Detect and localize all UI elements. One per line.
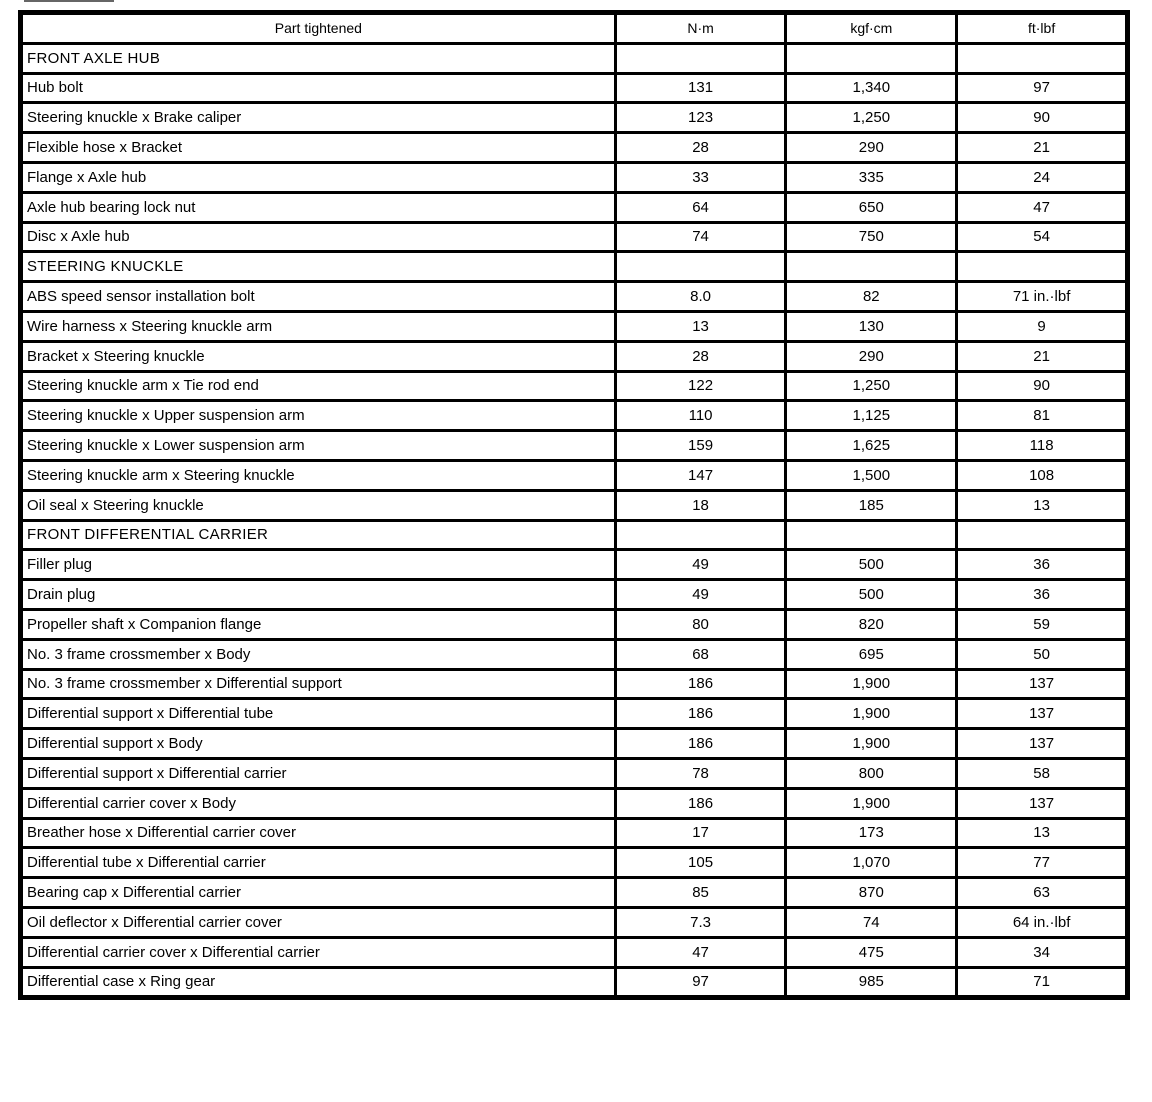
table-row bbox=[21, 431, 1128, 461]
torque-nm-cell: 110 bbox=[615, 401, 786, 431]
torque-kgf-cm-cell: 1,250 bbox=[786, 371, 957, 401]
torque-ft-lbf-cell: 63 bbox=[957, 878, 1128, 908]
empty-cell bbox=[786, 520, 957, 550]
part-name-cell: Oil seal x Steering knuckle bbox=[21, 490, 616, 520]
part-name-cell: Steering knuckle x Brake caliper bbox=[21, 103, 616, 133]
torque-nm-cell: 85 bbox=[615, 878, 786, 908]
torque-ft-lbf-cell: 13 bbox=[957, 490, 1128, 520]
table-row bbox=[21, 907, 1128, 937]
torque-kgf-cm-cell: 82 bbox=[786, 282, 957, 312]
torque-kgf-cm-cell: 695 bbox=[786, 639, 957, 669]
table-row bbox=[21, 133, 1128, 163]
empty-cell bbox=[615, 520, 786, 550]
table-row bbox=[21, 311, 1128, 341]
header-nm: N·m bbox=[615, 13, 786, 44]
torque-nm-cell: 80 bbox=[615, 609, 786, 639]
table-row bbox=[21, 460, 1128, 490]
torque-ft-lbf-cell: 54 bbox=[957, 222, 1128, 252]
torque-kgf-cm-cell: 130 bbox=[786, 311, 957, 341]
torque-kgf-cm-cell: 985 bbox=[786, 967, 957, 998]
part-name-cell: Propeller shaft x Companion flange bbox=[21, 609, 616, 639]
section-title: FRONT DIFFERENTIAL CARRIER bbox=[21, 520, 616, 550]
header-row bbox=[21, 13, 1128, 44]
torque-nm-cell: 105 bbox=[615, 848, 786, 878]
empty-cell bbox=[957, 252, 1128, 282]
torque-kgf-cm-cell: 74 bbox=[786, 907, 957, 937]
part-name-cell: Disc x Axle hub bbox=[21, 222, 616, 252]
section-row bbox=[21, 43, 1128, 73]
torque-ft-lbf-cell: 71 in.·lbf bbox=[957, 282, 1128, 312]
table-row bbox=[21, 371, 1128, 401]
part-name-cell: Bracket x Steering knuckle bbox=[21, 341, 616, 371]
torque-kgf-cm-cell: 870 bbox=[786, 878, 957, 908]
torque-ft-lbf-cell: 90 bbox=[957, 371, 1128, 401]
table-row bbox=[21, 788, 1128, 818]
torque-ft-lbf-cell: 59 bbox=[957, 609, 1128, 639]
torque-kgf-cm-cell: 750 bbox=[786, 222, 957, 252]
table-row bbox=[21, 609, 1128, 639]
torque-ft-lbf-cell: 118 bbox=[957, 431, 1128, 461]
torque-kgf-cm-cell: 1,625 bbox=[786, 431, 957, 461]
table-row bbox=[21, 103, 1128, 133]
torque-ft-lbf-cell: 21 bbox=[957, 133, 1128, 163]
part-name-cell: Steering knuckle x Lower suspension arm bbox=[21, 431, 616, 461]
torque-spec-table bbox=[18, 10, 1130, 1000]
torque-ft-lbf-cell: 50 bbox=[957, 639, 1128, 669]
table-row bbox=[21, 937, 1128, 967]
empty-cell bbox=[786, 252, 957, 282]
torque-kgf-cm-cell: 290 bbox=[786, 133, 957, 163]
table-row bbox=[21, 580, 1128, 610]
torque-kgf-cm-cell: 820 bbox=[786, 609, 957, 639]
part-name-cell: Differential carrier cover x Differential carrier bbox=[21, 937, 616, 967]
torque-nm-cell: 122 bbox=[615, 371, 786, 401]
part-name-cell: Flange x Axle hub bbox=[21, 162, 616, 192]
torque-nm-cell: 33 bbox=[615, 162, 786, 192]
part-name-cell: Differential case x Ring gear bbox=[21, 967, 616, 998]
part-name-cell: Breather hose x Differential carrier cover bbox=[21, 818, 616, 848]
table-body bbox=[21, 43, 1128, 998]
part-name-cell: Wire harness x Steering knuckle arm bbox=[21, 311, 616, 341]
torque-nm-cell: 64 bbox=[615, 192, 786, 222]
torque-ft-lbf-cell: 36 bbox=[957, 550, 1128, 580]
torque-nm-cell: 28 bbox=[615, 341, 786, 371]
table-row bbox=[21, 848, 1128, 878]
part-name-cell: Differential carrier cover x Body bbox=[21, 788, 616, 818]
torque-nm-cell: 49 bbox=[615, 580, 786, 610]
part-name-cell: Oil deflector x Differential carrier cover bbox=[21, 907, 616, 937]
part-name-cell: Differential support x Body bbox=[21, 729, 616, 759]
torque-kgf-cm-cell: 500 bbox=[786, 550, 957, 580]
torque-ft-lbf-cell: 13 bbox=[957, 818, 1128, 848]
header-kgf-cm: kgf·cm bbox=[786, 13, 957, 44]
torque-ft-lbf-cell: 71 bbox=[957, 967, 1128, 998]
empty-cell bbox=[615, 43, 786, 73]
torque-kgf-cm-cell: 1,900 bbox=[786, 669, 957, 699]
torque-nm-cell: 186 bbox=[615, 699, 786, 729]
table-row bbox=[21, 967, 1128, 998]
table-row bbox=[21, 639, 1128, 669]
torque-kgf-cm-cell: 1,070 bbox=[786, 848, 957, 878]
torque-kgf-cm-cell: 1,125 bbox=[786, 401, 957, 431]
torque-nm-cell: 18 bbox=[615, 490, 786, 520]
torque-nm-cell: 28 bbox=[615, 133, 786, 163]
table-row bbox=[21, 282, 1128, 312]
torque-ft-lbf-cell: 34 bbox=[957, 937, 1128, 967]
torque-kgf-cm-cell: 1,900 bbox=[786, 699, 957, 729]
section-title: FRONT AXLE HUB bbox=[21, 43, 616, 73]
torque-nm-cell: 123 bbox=[615, 103, 786, 133]
torque-kgf-cm-cell: 1,500 bbox=[786, 460, 957, 490]
part-name-cell: Hub bolt bbox=[21, 73, 616, 103]
header-ft-lbf: ft·lbf bbox=[957, 13, 1128, 44]
part-name-cell: Differential tube x Differential carrier bbox=[21, 848, 616, 878]
torque-ft-lbf-cell: 58 bbox=[957, 758, 1128, 788]
part-name-cell: Steering knuckle arm x Steering knuckle bbox=[21, 460, 616, 490]
empty-cell bbox=[957, 520, 1128, 550]
torque-nm-cell: 13 bbox=[615, 311, 786, 341]
torque-nm-cell: 74 bbox=[615, 222, 786, 252]
torque-ft-lbf-cell: 137 bbox=[957, 788, 1128, 818]
scan-artifact-mark bbox=[24, 0, 114, 6]
torque-ft-lbf-cell: 108 bbox=[957, 460, 1128, 490]
part-name-cell: Bearing cap x Differential carrier bbox=[21, 878, 616, 908]
part-name-cell: Axle hub bearing lock nut bbox=[21, 192, 616, 222]
part-name-cell: Filler plug bbox=[21, 550, 616, 580]
torque-kgf-cm-cell: 1,900 bbox=[786, 729, 957, 759]
table-row bbox=[21, 490, 1128, 520]
torque-kgf-cm-cell: 500 bbox=[786, 580, 957, 610]
torque-ft-lbf-cell: 36 bbox=[957, 580, 1128, 610]
torque-kgf-cm-cell: 173 bbox=[786, 818, 957, 848]
table-row bbox=[21, 73, 1128, 103]
part-name-cell: No. 3 frame crossmember x Body bbox=[21, 639, 616, 669]
torque-ft-lbf-cell: 81 bbox=[957, 401, 1128, 431]
torque-kgf-cm-cell: 290 bbox=[786, 341, 957, 371]
torque-nm-cell: 131 bbox=[615, 73, 786, 103]
torque-ft-lbf-cell: 64 in.·lbf bbox=[957, 907, 1128, 937]
section-row bbox=[21, 252, 1128, 282]
torque-nm-cell: 97 bbox=[615, 967, 786, 998]
table-row bbox=[21, 729, 1128, 759]
torque-kgf-cm-cell: 800 bbox=[786, 758, 957, 788]
empty-cell bbox=[615, 252, 786, 282]
torque-nm-cell: 68 bbox=[615, 639, 786, 669]
torque-nm-cell: 17 bbox=[615, 818, 786, 848]
torque-kgf-cm-cell: 650 bbox=[786, 192, 957, 222]
torque-ft-lbf-cell: 137 bbox=[957, 729, 1128, 759]
torque-kgf-cm-cell: 335 bbox=[786, 162, 957, 192]
table-row bbox=[21, 669, 1128, 699]
torque-ft-lbf-cell: 77 bbox=[957, 848, 1128, 878]
part-name-cell: Flexible hose x Bracket bbox=[21, 133, 616, 163]
torque-kgf-cm-cell: 1,250 bbox=[786, 103, 957, 133]
table-row bbox=[21, 699, 1128, 729]
table-row bbox=[21, 818, 1128, 848]
table-row bbox=[21, 401, 1128, 431]
torque-kgf-cm-cell: 1,340 bbox=[786, 73, 957, 103]
torque-nm-cell: 159 bbox=[615, 431, 786, 461]
torque-ft-lbf-cell: 9 bbox=[957, 311, 1128, 341]
torque-ft-lbf-cell: 47 bbox=[957, 192, 1128, 222]
part-name-cell: ABS speed sensor installation bolt bbox=[21, 282, 616, 312]
table-row bbox=[21, 192, 1128, 222]
torque-kgf-cm-cell: 1,900 bbox=[786, 788, 957, 818]
torque-ft-lbf-cell: 137 bbox=[957, 669, 1128, 699]
table-row bbox=[21, 758, 1128, 788]
torque-nm-cell: 8.0 bbox=[615, 282, 786, 312]
part-name-cell: Steering knuckle arm x Tie rod end bbox=[21, 371, 616, 401]
part-name-cell: No. 3 frame crossmember x Differential support bbox=[21, 669, 616, 699]
torque-ft-lbf-cell: 97 bbox=[957, 73, 1128, 103]
torque-nm-cell: 147 bbox=[615, 460, 786, 490]
section-row bbox=[21, 520, 1128, 550]
table-row bbox=[21, 222, 1128, 252]
part-name-cell: Drain plug bbox=[21, 580, 616, 610]
table-row bbox=[21, 162, 1128, 192]
torque-ft-lbf-cell: 90 bbox=[957, 103, 1128, 133]
empty-cell bbox=[957, 43, 1128, 73]
table-row bbox=[21, 341, 1128, 371]
header-part-tightened: Part tightened bbox=[21, 13, 616, 44]
empty-cell bbox=[786, 43, 957, 73]
torque-nm-cell: 47 bbox=[615, 937, 786, 967]
torque-nm-cell: 186 bbox=[615, 669, 786, 699]
table-row bbox=[21, 550, 1128, 580]
part-name-cell: Steering knuckle x Upper suspension arm bbox=[21, 401, 616, 431]
table-row bbox=[21, 878, 1128, 908]
torque-nm-cell: 186 bbox=[615, 729, 786, 759]
torque-nm-cell: 78 bbox=[615, 758, 786, 788]
torque-ft-lbf-cell: 24 bbox=[957, 162, 1128, 192]
torque-nm-cell: 49 bbox=[615, 550, 786, 580]
torque-ft-lbf-cell: 137 bbox=[957, 699, 1128, 729]
torque-nm-cell: 7.3 bbox=[615, 907, 786, 937]
part-name-cell: Differential support x Differential tube bbox=[21, 699, 616, 729]
part-name-cell: Differential support x Differential carrier bbox=[21, 758, 616, 788]
torque-kgf-cm-cell: 185 bbox=[786, 490, 957, 520]
torque-nm-cell: 186 bbox=[615, 788, 786, 818]
torque-ft-lbf-cell: 21 bbox=[957, 341, 1128, 371]
section-title: STEERING KNUCKLE bbox=[21, 252, 616, 282]
torque-kgf-cm-cell: 475 bbox=[786, 937, 957, 967]
